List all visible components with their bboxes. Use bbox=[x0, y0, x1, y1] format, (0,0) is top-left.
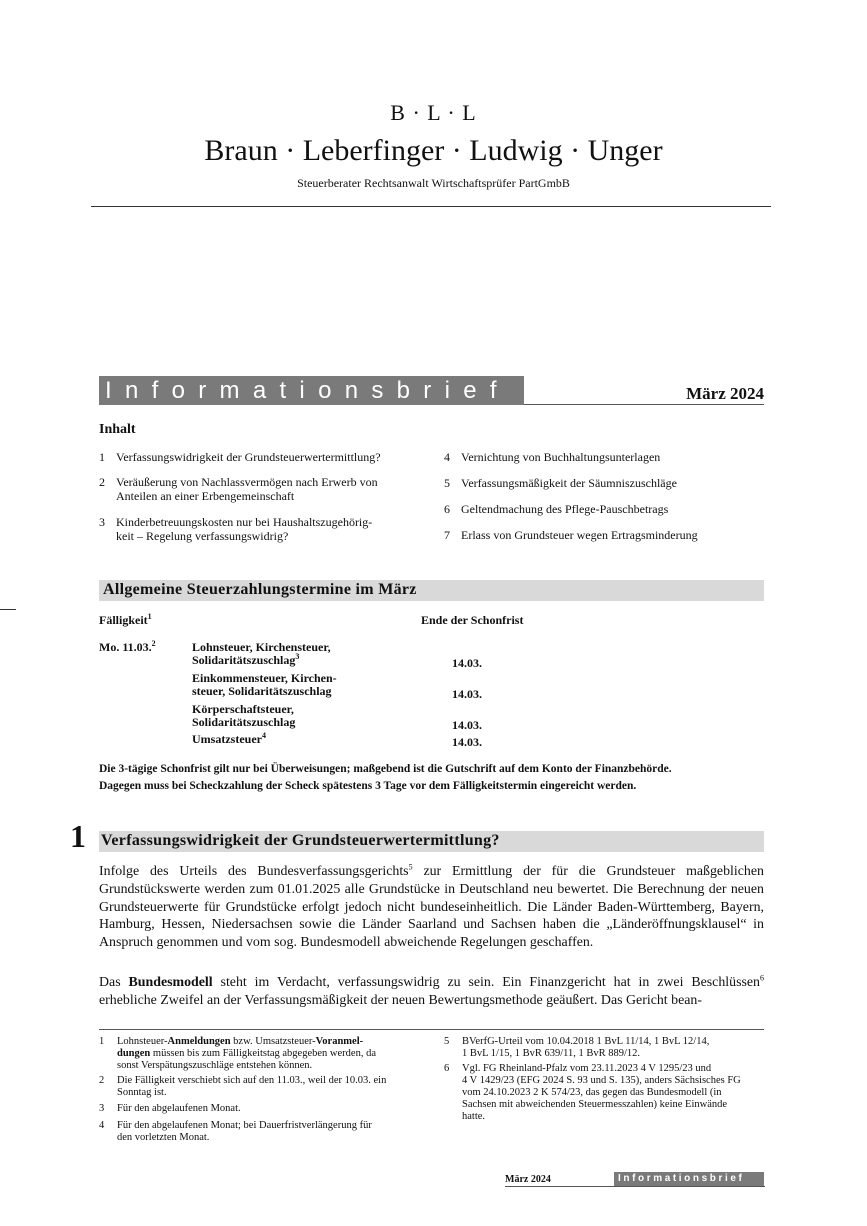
tax-type: Einkommensteuer, Kirchen- steuer, Solidaritätszuschlag bbox=[192, 671, 337, 698]
tax-dates-heading: Allgemeine Steuerzahlungstermine im März bbox=[103, 581, 417, 598]
firm-initials: B · L · L bbox=[390, 100, 477, 125]
toc-item-text: Geltendmachung des Pflege-Pauschbetrags bbox=[461, 502, 669, 516]
toc-item-number: 1 bbox=[99, 450, 105, 464]
footnote bbox=[99, 1075, 429, 1101]
footnote-text: Für den abgelaufenen Monat; bei Dauerfristverlängerung für den vorletzten Monat. bbox=[117, 1120, 372, 1143]
due-date: Mo. 11.03.$^2$ bbox=[99, 639, 156, 654]
footer-month: März 2024 bbox=[505, 1174, 551, 1185]
tax-type: Körperschaftsteuer, Solidaritätszuschlag bbox=[192, 702, 296, 729]
footnote-text: Für den abgelaufenen Monat. bbox=[117, 1103, 241, 1114]
toc-item-text: Veräußerung von Nachlassvermögen nach Erwerb von Anteilen an einer Erbengemeinschaft bbox=[116, 475, 378, 503]
toc-item-text: Kinderbetreuungskosten nur bei Haushaltszugehörig- keit – Regelung verfassungswidrig? bbox=[116, 515, 373, 543]
footnote-number: 6 bbox=[444, 1063, 450, 1074]
toc-item-text: Verfassungswidrigkeit der Grundsteuerwertermittlung? bbox=[116, 450, 381, 464]
issue-month: März 2024 bbox=[686, 384, 764, 403]
footnote-number: 2 bbox=[99, 1075, 105, 1086]
grace-note-1: Die 3-tägige Schonfrist gilt nur bei Überweisungen; maßgebend ist die Gutschrift auf dem Konto der Finanzbehörde. bbox=[99, 763, 672, 775]
toc-title: Inhalt bbox=[99, 422, 136, 437]
toc-item bbox=[444, 502, 764, 515]
col-end-header: Ende der Schonfrist bbox=[421, 613, 524, 627]
footnote-number: 1 bbox=[99, 1036, 105, 1047]
newsletter-banner: Informationsbrief bbox=[99, 376, 524, 405]
paragraph-1: Infolge des Urteils des Bundesverfassungsgerichts$^5$ zur Ermittlung der für die Grundsteuer maßgeblichen Grundstückswerte werden zum 01.01.2025 alle Grundstücke in Deutschland neu bewertet. Die Berechnung der neuen Grundsteuerwerte für Grundstücke erfolgt jedoch nicht bundeseinheitlich. Die Länder Baden-Württemberg, Bayern, Hamburg, Hessen, Niedersachsen sowie die Länder Saarland und Sachsen haben die „Länderöffnungsklausel“ in Anspruch genommen und vom sog. Bundesmodell abweichende Regelungen geschaffen. bbox=[99, 862, 764, 951]
header-rule bbox=[91, 206, 771, 207]
toc-item-number: 7 bbox=[444, 528, 450, 542]
footnote bbox=[99, 1103, 429, 1116]
toc-item-number: 3 bbox=[99, 515, 105, 529]
toc-item bbox=[444, 476, 764, 489]
footnote-text: Die Fälligkeit verschiebt sich auf den 11.03., weil der 10.03. ein Sonntag ist. bbox=[117, 1075, 387, 1098]
toc-item-number: 2 bbox=[99, 475, 105, 489]
toc-item bbox=[99, 515, 419, 541]
toc-item bbox=[99, 450, 419, 463]
grace-end-date: 14.03. bbox=[452, 735, 482, 749]
footnote bbox=[99, 1120, 429, 1146]
banner-underline bbox=[524, 404, 764, 405]
toc-item bbox=[99, 475, 419, 501]
section-heading-bar bbox=[99, 831, 764, 852]
toc-item bbox=[444, 528, 764, 541]
toc-item-text: Vernichtung von Buchhaltungsunterlagen bbox=[461, 450, 661, 464]
toc-item-text: Verfassungsmäßigkeit der Säumniszuschläge bbox=[461, 476, 677, 490]
toc-item-number: 4 bbox=[444, 450, 450, 464]
footnote bbox=[444, 1036, 764, 1062]
fold-mark bbox=[0, 609, 16, 610]
toc-item-number: 5 bbox=[444, 476, 450, 490]
footnote bbox=[99, 1036, 429, 1075]
section-number: 1 bbox=[70, 818, 86, 854]
section-heading: Verfassungswidrigkeit der Grundsteuerwertermittlung? bbox=[101, 832, 500, 849]
firm-subtitle: Steuerberater Rechtsanwalt Wirtschaftsprüfer PartGmbB bbox=[297, 176, 570, 190]
footnote-number: 5 bbox=[444, 1036, 450, 1047]
footnote-rule bbox=[99, 1029, 764, 1030]
grace-end-date: 14.03. bbox=[452, 656, 482, 670]
tax-dates-heading-bar bbox=[99, 580, 764, 601]
footer-rule bbox=[505, 1186, 765, 1187]
footnote-text: Lohnsteuer-Anmeldungen bzw. Umsatzsteuer-Voranmel- dungen müssen bis zum Fälligkeitstag abgegeben werden, da sonst Verspätungszuschläge entstehen können. bbox=[117, 1036, 376, 1071]
footnote-text: Vgl. FG Rheinland-Pfalz vom 23.11.2023 4 V 1295/23 und 4 V 1429/23 (EFG 2024 S. 93 und S. 135), anders Sächsisches FG vom 24.10.2023 2 K 574/23, das gegen das Bundesmodell (in Sachsen mit abweichenden Steuermesszahlen) keine Einwände hatte. bbox=[462, 1063, 741, 1122]
tax-type: Umsatzsteuer$^4$ bbox=[192, 731, 266, 746]
grace-end-date: 14.03. bbox=[452, 718, 482, 732]
toc-item bbox=[444, 450, 764, 463]
col-due-header: Fälligkeit$^1$ bbox=[99, 612, 152, 627]
grace-end-date: 14.03. bbox=[452, 687, 482, 701]
toc-item-number: 6 bbox=[444, 502, 450, 516]
paragraph-2: Das Bundesmodell steht im Verdacht, verfassungswidrig zu sein. Ein Finanzgericht hat in zwei Beschlüssen$^6$ erhebliche Zweifel an der Verfassungsmäßigkeit der neuen Bewertungsmethode geäußert. Das Gericht bean- bbox=[99, 973, 764, 1008]
toc-item-text: Erlass von Grundsteuer wegen Ertragsminderung bbox=[461, 528, 698, 542]
footnote-number: 3 bbox=[99, 1103, 105, 1114]
footer-banner: Informationsbrief bbox=[614, 1172, 764, 1186]
firm-name: Braun · Leberfinger · Ludwig · Unger bbox=[204, 134, 663, 167]
tax-type: Lohnsteuer, Kirchensteuer, Solidaritätszuschlag$^3$ bbox=[192, 640, 331, 667]
footnote bbox=[444, 1063, 764, 1128]
footnote-number: 4 bbox=[99, 1120, 105, 1131]
grace-note-2: Dagegen muss bei Scheckzahlung der Scheck spätestens 3 Tage vor dem Fälligkeitstermin eingereicht werden. bbox=[99, 780, 637, 792]
footnote-text: BVerfG-Urteil vom 10.04.2018 1 BvL 11/14, 1 BvL 12/14, 1 BvL 1/15, 1 BvR 639/11, 1 BvR 889/12. bbox=[462, 1036, 710, 1059]
